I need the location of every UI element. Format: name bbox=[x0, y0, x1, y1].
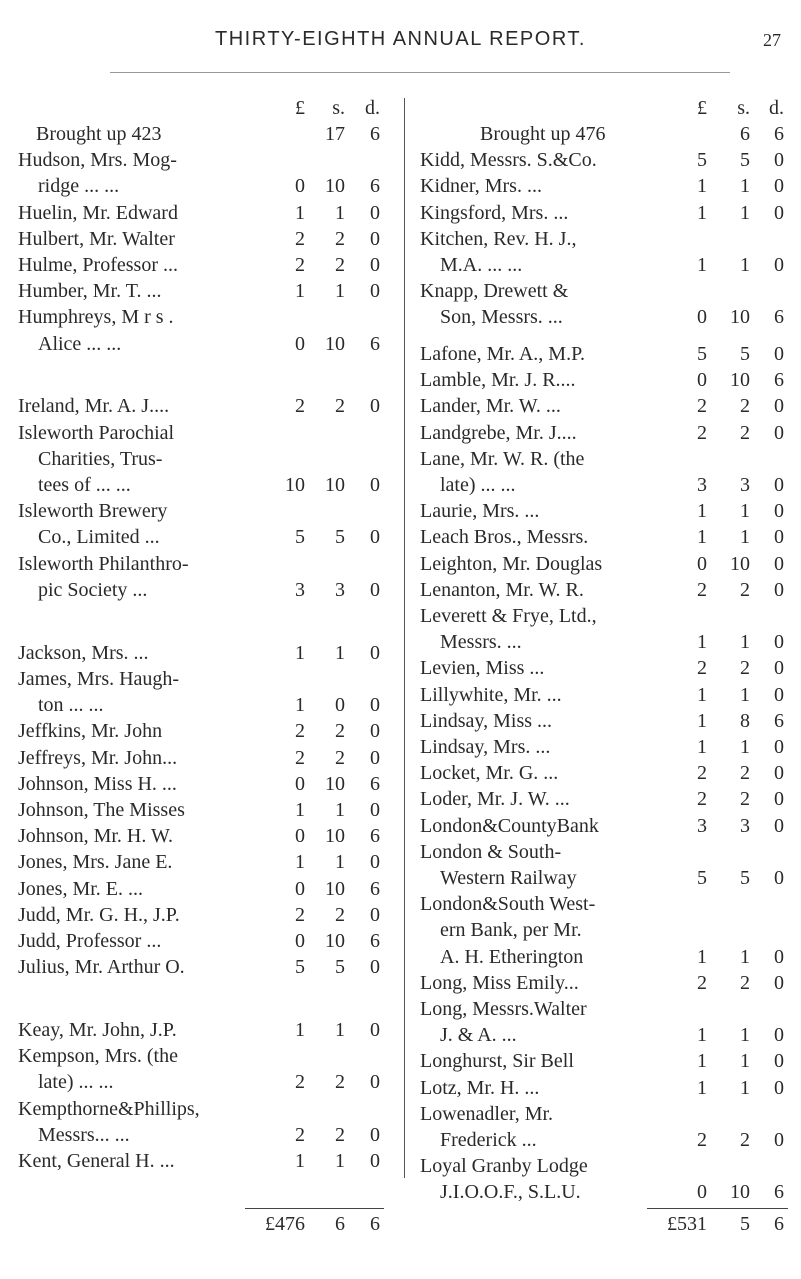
amount-shillings: 6 bbox=[740, 123, 750, 145]
amount-shillings: 1 bbox=[335, 1019, 345, 1042]
amount-shillings: 2 bbox=[740, 971, 750, 994]
amount-shillings: 1 bbox=[740, 1076, 750, 1099]
subscriber-name: Johnson, Miss H. ... bbox=[18, 772, 177, 795]
amount-pence: 0 bbox=[774, 201, 784, 224]
amount-pounds: 0 bbox=[295, 332, 305, 355]
amount-pence: 0 bbox=[774, 149, 784, 172]
amount-pounds: 2 bbox=[697, 1129, 707, 1152]
amount-pounds: 2 bbox=[697, 762, 707, 785]
amount-pounds: 5 bbox=[697, 343, 707, 366]
amount-pounds: 3 bbox=[697, 474, 707, 497]
amount-pounds: 1 bbox=[697, 500, 707, 523]
subscriber-name: Johnson, The Misses bbox=[18, 798, 185, 821]
amount-pounds: 0 bbox=[697, 306, 707, 329]
amount-pounds: 1 bbox=[697, 201, 707, 224]
amount-pounds: 3 bbox=[697, 814, 707, 837]
amount-shillings: 1 bbox=[335, 641, 345, 664]
subscriber-name: J.I.O.O.F., S.L.U. bbox=[440, 1181, 581, 1204]
subscriber-name: Alice ... ... bbox=[38, 332, 122, 355]
subscriber-name: Brought up 476 bbox=[480, 123, 606, 145]
amount-pence: 6 bbox=[370, 929, 380, 952]
subscriber-name: M.A. ... ... bbox=[440, 254, 523, 276]
amount-pounds: 0 bbox=[697, 1181, 707, 1204]
amount-pounds: 0 bbox=[295, 825, 305, 848]
subscriber-name: Huelin, Mr. Edward bbox=[18, 201, 178, 224]
subscriber-name: Charities, Trus- bbox=[38, 447, 163, 470]
subscriber-name: Knapp, Drewett & bbox=[420, 280, 569, 303]
amount-pence: 0 bbox=[370, 851, 380, 874]
subscriber-name: London&South West- bbox=[420, 893, 596, 916]
amount-shillings: 10 bbox=[730, 306, 750, 329]
amount-pence: 0 bbox=[774, 474, 784, 497]
amount-pounds: 2 bbox=[295, 1071, 305, 1094]
amount-shillings: 2 bbox=[335, 395, 345, 418]
subscriber-name: Lander, Mr. W. ... bbox=[420, 395, 561, 418]
subscriber-name: Hulme, Professor ... bbox=[18, 254, 178, 276]
amount-shillings: 10 bbox=[325, 772, 345, 795]
amount-pounds: 0 bbox=[295, 877, 305, 900]
amount-shillings: 2 bbox=[335, 746, 345, 769]
currency-shillings-header: s. bbox=[332, 97, 345, 119]
amount-pounds: 2 bbox=[295, 903, 305, 926]
amount-pounds: 0 bbox=[295, 929, 305, 952]
subscriber-name: Son, Messrs. ... bbox=[440, 306, 563, 329]
subscriber-name: ridge ... ... bbox=[38, 175, 120, 198]
subscriber-name: Kingsford, Mrs. ... bbox=[420, 201, 569, 224]
amount-shillings: 17 bbox=[325, 123, 345, 145]
amount-shillings: 5 bbox=[740, 149, 750, 172]
header-rule bbox=[110, 72, 730, 73]
amount-pounds: 2 bbox=[295, 395, 305, 418]
amount-pence: 0 bbox=[774, 395, 784, 418]
amount-pounds: 1 bbox=[697, 1076, 707, 1099]
amount-pounds: 5 bbox=[295, 956, 305, 979]
amount-pounds: 1 bbox=[295, 641, 305, 664]
amount-shillings: 10 bbox=[730, 369, 750, 392]
amount-shillings: 2 bbox=[335, 254, 345, 276]
amount-shillings: 1 bbox=[740, 631, 750, 654]
amount-pounds: 5 bbox=[295, 526, 305, 549]
amount-shillings: 10 bbox=[730, 1181, 750, 1204]
amount-pence: 0 bbox=[370, 1123, 380, 1146]
subscriber-name: Kempthorne&Phillips, bbox=[18, 1097, 200, 1120]
currency-pence-header: d. bbox=[769, 97, 784, 119]
subscriber-name: Kidd, Messrs. S.&Co. bbox=[420, 149, 597, 172]
amount-pence: 0 bbox=[774, 1076, 784, 1099]
subscriber-name: Jeffkins, Mr. John bbox=[18, 720, 163, 743]
amount-pence: 6 bbox=[370, 175, 380, 198]
amount-pounds: 10 bbox=[285, 474, 305, 497]
amount-pence: 0 bbox=[774, 1050, 784, 1073]
amount-shillings: 5 bbox=[740, 867, 750, 890]
amount-pence: 6 bbox=[774, 1181, 784, 1204]
subscriber-name: pic Society ... bbox=[38, 578, 148, 601]
amount-pence: 0 bbox=[774, 500, 784, 523]
amount-pence: 6 bbox=[370, 825, 380, 848]
subscriber-name: Isleworth Brewery bbox=[18, 500, 168, 523]
amount-pounds: 2 bbox=[697, 395, 707, 418]
amount-pence: 0 bbox=[774, 1024, 784, 1047]
subscriber-name: Humphreys, M r s . bbox=[18, 306, 174, 329]
subscriber-name: ern Bank, per Mr. bbox=[440, 919, 582, 942]
subscriber-name: tees of ... ... bbox=[38, 474, 131, 497]
amount-pounds: 3 bbox=[295, 578, 305, 601]
amount-shillings: 3 bbox=[740, 814, 750, 837]
subscriber-name: A. H. Etherington bbox=[440, 945, 584, 968]
subscriber-name: Locket, Mr. G. ... bbox=[420, 762, 559, 785]
amount-shillings: 2 bbox=[335, 903, 345, 926]
subscriber-name: Lenanton, Mr. W. R. bbox=[420, 578, 584, 601]
amount-shillings: 2 bbox=[335, 227, 345, 250]
amount-pounds: 0 bbox=[295, 175, 305, 198]
subscriber-name: Loder, Mr. J. W. ... bbox=[420, 788, 570, 811]
amount-pounds: 1 bbox=[295, 280, 305, 303]
amount-shillings: 1 bbox=[335, 201, 345, 224]
amount-pounds: 1 bbox=[697, 709, 707, 732]
amount-shillings: 1 bbox=[740, 683, 750, 706]
amount-shillings: 2 bbox=[740, 421, 750, 444]
subscriber-name: Kent, General H. ... bbox=[18, 1150, 175, 1173]
total-shillings: 5 bbox=[740, 1212, 750, 1235]
subscriber-name: Leverett & Frye, Ltd., bbox=[420, 605, 597, 628]
amount-pounds: 1 bbox=[697, 1050, 707, 1073]
amount-pence: 6 bbox=[774, 709, 784, 732]
page-title: THIRTY-EIGHTH ANNUAL REPORT. bbox=[215, 28, 586, 50]
amount-shillings: 1 bbox=[740, 945, 750, 968]
amount-pounds: 1 bbox=[697, 254, 707, 276]
amount-shillings: 2 bbox=[335, 1123, 345, 1146]
subscriber-name: Lindsay, Mrs. ... bbox=[420, 736, 551, 759]
amount-shillings: 10 bbox=[325, 175, 345, 198]
amount-pence: 0 bbox=[774, 945, 784, 968]
subscriber-name: Jones, Mrs. Jane E. bbox=[18, 851, 173, 874]
amount-pounds: 1 bbox=[697, 945, 707, 968]
amount-shillings: 1 bbox=[740, 175, 750, 198]
subscriber-name: Isleworth Parochial bbox=[18, 421, 175, 444]
amount-pence: 0 bbox=[370, 201, 380, 224]
subscriber-name: Western Railway bbox=[440, 867, 577, 890]
amount-pounds: 2 bbox=[697, 578, 707, 601]
subscriber-name: Laurie, Mrs. ... bbox=[420, 500, 540, 523]
subscriber-name: Johnson, Mr. H. W. bbox=[18, 825, 174, 848]
amount-pounds: 1 bbox=[295, 1019, 305, 1042]
amount-shillings: 10 bbox=[325, 474, 345, 497]
page-number: 27 bbox=[763, 30, 781, 50]
amount-shillings: 10 bbox=[325, 332, 345, 355]
subscriber-name: Brought up 423 bbox=[36, 123, 162, 145]
amount-shillings: 1 bbox=[335, 798, 345, 821]
amount-pounds: 2 bbox=[295, 227, 305, 250]
amount-pounds: 5 bbox=[697, 149, 707, 172]
amount-pence: 0 bbox=[370, 227, 380, 250]
amount-pence: 6 bbox=[774, 306, 784, 329]
amount-pence: 0 bbox=[774, 631, 784, 654]
subscriber-name: Long, Messrs.Walter bbox=[420, 998, 587, 1021]
amount-pence: 0 bbox=[370, 694, 380, 717]
subscriber-name: Frederick ... bbox=[440, 1129, 537, 1152]
amount-shillings: 1 bbox=[335, 280, 345, 303]
subscriber-name: ton ... ... bbox=[38, 694, 104, 717]
amount-pounds: 2 bbox=[697, 788, 707, 811]
subscriber-name: Judd, Professor ... bbox=[18, 929, 162, 952]
amount-shillings: 1 bbox=[335, 851, 345, 874]
amount-pence: 6 bbox=[774, 123, 784, 145]
amount-shillings: 1 bbox=[740, 500, 750, 523]
amount-pence: 0 bbox=[774, 578, 784, 601]
subscriber-name: London & South- bbox=[420, 840, 562, 863]
amount-pence: 0 bbox=[774, 867, 784, 890]
amount-pence: 6 bbox=[370, 772, 380, 795]
amount-shillings: 2 bbox=[335, 720, 345, 743]
amount-pence: 0 bbox=[774, 814, 784, 837]
amount-shillings: 1 bbox=[335, 1150, 345, 1173]
column-divider bbox=[404, 98, 405, 1178]
amount-pounds: 1 bbox=[697, 683, 707, 706]
amount-pence: 0 bbox=[774, 657, 784, 680]
subscriber-name: London&CountyBank bbox=[420, 814, 599, 837]
subscriber-name: Lane, Mr. W. R. (the bbox=[420, 447, 585, 470]
total-shillings: 6 bbox=[335, 1212, 345, 1235]
subscriber-name: Isleworth Philanthro- bbox=[18, 552, 189, 575]
amount-pence: 6 bbox=[370, 877, 380, 900]
subscriber-name: Jones, Mr. E. ... bbox=[18, 877, 143, 900]
amount-shillings: 10 bbox=[730, 552, 750, 575]
amount-pence: 0 bbox=[774, 1129, 784, 1152]
amount-pence: 0 bbox=[370, 474, 380, 497]
amount-shillings: 8 bbox=[740, 709, 750, 732]
subscriber-name: Keay, Mr. John, J.P. bbox=[18, 1019, 177, 1042]
amount-shillings: 2 bbox=[335, 1071, 345, 1094]
amount-pence: 0 bbox=[370, 720, 380, 743]
amount-pounds: 2 bbox=[697, 657, 707, 680]
amount-shillings: 5 bbox=[740, 343, 750, 366]
total-rule bbox=[647, 1208, 788, 1209]
subscriber-name: Leighton, Mr. Douglas bbox=[420, 552, 603, 575]
amount-pence: 6 bbox=[370, 332, 380, 355]
amount-pence: 0 bbox=[370, 395, 380, 418]
subscriber-name: Judd, Mr. G. H., J.P. bbox=[18, 903, 180, 926]
subscriber-name: Loyal Granby Lodge bbox=[420, 1155, 588, 1178]
amount-pence: 0 bbox=[774, 175, 784, 198]
total-rule bbox=[245, 1208, 384, 1209]
subscriber-name: Kidner, Mrs. ... bbox=[420, 175, 542, 198]
amount-pounds: 1 bbox=[295, 1150, 305, 1173]
amount-shillings: 2 bbox=[740, 578, 750, 601]
amount-shillings: 3 bbox=[740, 474, 750, 497]
amount-pounds: 1 bbox=[295, 851, 305, 874]
amount-pence: 0 bbox=[370, 1019, 380, 1042]
subscriber-name: Lindsay, Miss ... bbox=[420, 709, 553, 732]
amount-pounds: 0 bbox=[697, 552, 707, 575]
currency-pence-header: d. bbox=[365, 97, 380, 119]
amount-pounds: 0 bbox=[697, 369, 707, 392]
subscriber-name: Long, Miss Emily... bbox=[420, 971, 579, 994]
amount-pence: 0 bbox=[774, 254, 784, 276]
subscriber-name: late) ... ... bbox=[440, 474, 516, 497]
amount-pounds: 1 bbox=[295, 798, 305, 821]
amount-pence: 0 bbox=[370, 280, 380, 303]
subscriber-name: Lillywhite, Mr. ... bbox=[420, 683, 562, 706]
subscriber-name: late) ... ... bbox=[38, 1071, 114, 1094]
subscriber-name: Lafone, Mr. A., M.P. bbox=[420, 343, 585, 366]
subscriber-name: Lotz, Mr. H. ... bbox=[420, 1076, 540, 1099]
amount-pence: 0 bbox=[774, 552, 784, 575]
amount-pounds: 2 bbox=[295, 254, 305, 276]
amount-shillings: 2 bbox=[740, 395, 750, 418]
amount-pence: 0 bbox=[774, 762, 784, 785]
amount-shillings: 2 bbox=[740, 788, 750, 811]
subscriber-name: Jackson, Mrs. ... bbox=[18, 641, 149, 664]
amount-pounds: 1 bbox=[295, 694, 305, 717]
amount-pence: 0 bbox=[370, 956, 380, 979]
amount-pence: 0 bbox=[370, 1150, 380, 1173]
amount-pence: 0 bbox=[774, 526, 784, 549]
amount-pence: 0 bbox=[370, 1071, 380, 1094]
amount-pounds: 1 bbox=[697, 736, 707, 759]
amount-pence: 0 bbox=[774, 421, 784, 444]
amount-pounds: 2 bbox=[295, 720, 305, 743]
amount-shillings: 1 bbox=[740, 736, 750, 759]
subscriber-name: Levien, Miss ... bbox=[420, 657, 545, 680]
subscriber-name: Ireland, Mr. A. J.... bbox=[18, 395, 170, 418]
amount-shillings: 1 bbox=[740, 1024, 750, 1047]
amount-pence: 0 bbox=[774, 788, 784, 811]
amount-shillings: 2 bbox=[740, 1129, 750, 1152]
subscriber-name: Hulbert, Mr. Walter bbox=[18, 227, 175, 250]
amount-pence: 0 bbox=[370, 578, 380, 601]
amount-pence: 0 bbox=[370, 641, 380, 664]
currency-pounds-header: £ bbox=[295, 97, 305, 119]
amount-pence: 0 bbox=[774, 736, 784, 759]
amount-pence: 0 bbox=[370, 903, 380, 926]
total-pence: 6 bbox=[370, 1212, 380, 1235]
amount-shillings: 2 bbox=[740, 762, 750, 785]
total-pence: 6 bbox=[774, 1212, 784, 1235]
amount-pounds: 0 bbox=[295, 772, 305, 795]
amount-pence: 0 bbox=[370, 526, 380, 549]
subscriber-name: Longhurst, Sir Bell bbox=[420, 1050, 574, 1073]
subscriber-name: Lamble, Mr. J. R.... bbox=[420, 369, 576, 392]
subscriber-name: Lowenadler, Mr. bbox=[420, 1102, 554, 1125]
amount-pounds: 1 bbox=[697, 1024, 707, 1047]
subscriber-name: Kitchen, Rev. H. J., bbox=[420, 227, 577, 250]
amount-shillings: 1 bbox=[740, 201, 750, 224]
amount-shillings: 3 bbox=[335, 578, 345, 601]
amount-pence: 6 bbox=[370, 123, 380, 145]
subscriber-name: Jeffreys, Mr. John... bbox=[18, 746, 178, 769]
amount-shillings: 1 bbox=[740, 1050, 750, 1073]
subscriber-name: Messrs... ... bbox=[38, 1123, 130, 1146]
subscriber-name: Hudson, Mrs. Mog- bbox=[18, 149, 177, 172]
subscriber-name: J. & A. ... bbox=[440, 1024, 517, 1047]
amount-pence: 0 bbox=[370, 254, 380, 276]
amount-pence: 0 bbox=[370, 798, 380, 821]
currency-shillings-header: s. bbox=[737, 97, 750, 119]
amount-shillings: 0 bbox=[335, 694, 345, 717]
subscriber-name: Landgrebe, Mr. J.... bbox=[420, 421, 577, 444]
amount-shillings: 10 bbox=[325, 877, 345, 900]
amount-shillings: 5 bbox=[335, 526, 345, 549]
subscriber-name: Messrs. ... bbox=[440, 631, 522, 654]
subscriber-name: Leach Bros., Messrs. bbox=[420, 526, 589, 549]
subscriber-name: Humber, Mr. T. ... bbox=[18, 280, 162, 303]
amount-shillings: 1 bbox=[740, 254, 750, 276]
amount-pounds: 2 bbox=[295, 746, 305, 769]
amount-pence: 0 bbox=[774, 683, 784, 706]
subscriber-name: Julius, Mr. Arthur O. bbox=[18, 956, 185, 979]
amount-pounds: 2 bbox=[295, 1123, 305, 1146]
subscriber-name: James, Mrs. Haugh- bbox=[18, 667, 180, 690]
amount-pence: 0 bbox=[774, 343, 784, 366]
amount-pence: 0 bbox=[774, 971, 784, 994]
amount-pounds: 1 bbox=[697, 175, 707, 198]
amount-shillings: 10 bbox=[325, 825, 345, 848]
amount-pence: 6 bbox=[774, 369, 784, 392]
amount-shillings: 10 bbox=[325, 929, 345, 952]
amount-pounds: 2 bbox=[697, 971, 707, 994]
amount-pounds: 1 bbox=[697, 631, 707, 654]
subscriber-name: Co., Limited ... bbox=[38, 526, 160, 549]
subscriber-name: Kempson, Mrs. (the bbox=[18, 1045, 178, 1068]
amount-pounds: 1 bbox=[697, 526, 707, 549]
amount-pounds: 5 bbox=[697, 867, 707, 890]
total-pounds: £476 bbox=[265, 1212, 305, 1235]
amount-pence: 0 bbox=[370, 746, 380, 769]
amount-shillings: 2 bbox=[740, 657, 750, 680]
amount-pounds: 1 bbox=[295, 201, 305, 224]
amount-shillings: 1 bbox=[740, 526, 750, 549]
amount-pounds: 2 bbox=[697, 421, 707, 444]
total-pounds: £531 bbox=[667, 1212, 707, 1235]
currency-pounds-header: £ bbox=[697, 97, 707, 119]
amount-shillings: 5 bbox=[335, 956, 345, 979]
